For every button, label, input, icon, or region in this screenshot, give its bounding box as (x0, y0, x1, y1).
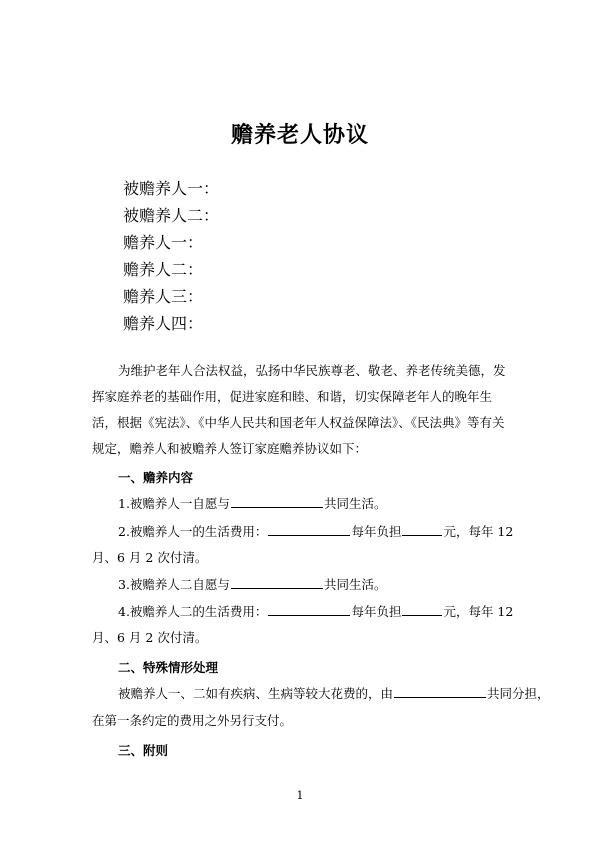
item-4-text-c: 元，每年 12 (443, 604, 514, 619)
section-2-heading: 二、特殊情形处理 (118, 660, 219, 675)
item-2-text-c: 元，每年 12 (443, 524, 514, 539)
item-1-blank (231, 494, 323, 508)
item-4-blank-1 (268, 602, 350, 616)
section-2-blank (394, 684, 486, 698)
party-supporter-2: 赡养人二： (123, 260, 204, 279)
item-2-text-a: 2.被赡养人一的生活费用： (118, 524, 268, 539)
item-1 (118, 494, 512, 514)
section-2-line-2: 在第一条约定的费用之外另行支付。 (92, 713, 293, 728)
party-elder-2: 被赡养人二： (123, 206, 220, 225)
item-1-text-a: 1.被赡养人一自愿与 (118, 496, 230, 511)
section-2-line-1 (118, 684, 550, 704)
item-2-blank-2 (402, 522, 442, 536)
item-3-text-b: 共同生活。 (323, 577, 387, 592)
page-number: 1 (296, 789, 304, 802)
party-supporter-3: 赡养人三： (123, 287, 204, 306)
party-supporter-4: 赡养人四： (123, 314, 204, 333)
item-1-text-b: 共同生活。 (323, 496, 387, 511)
item-2 (118, 522, 512, 542)
item-4-blank-2 (402, 602, 442, 616)
section-3-heading: 三、附则 (118, 743, 169, 758)
item-2-text-b: 每年负担 (351, 524, 402, 539)
item-2-blank-1 (268, 522, 350, 536)
item-3-blank (231, 575, 323, 589)
section-1-heading: 一、赡养内容 (118, 470, 194, 485)
item-4-text-a: 4.被赡养人二的生活费用： (118, 604, 268, 619)
party-elder-1: 被赡养人一： (123, 179, 220, 198)
item-4-text-b: 每年负担 (351, 604, 402, 619)
document-title: 赡养老人协议 (230, 123, 369, 148)
section-2-text-a: 被赡养人一、二如有疾病、生病等较大花费的，由 (118, 686, 394, 701)
item-3 (118, 575, 512, 595)
item-3-text-a: 3.被赡养人二自愿与 (118, 577, 230, 592)
item-4-cont: 月、6 月 2 次付清。 (92, 630, 208, 645)
item-4 (118, 602, 512, 622)
preamble-paragraph: 为维护老年人合法权益，弘扬中华民族尊老、敬老、养老传统美德，发挥家庭养老的基础作用，促进家庭和睦、和谐，切实保障老年人的晚年生活，根据《宪法》、《中华人民共和国老年人权益保障法》、《民法典》等有关规定，赡养人和被赡养人签订家庭赡养协议如下： (92, 363, 506, 456)
party-supporter-1: 赡养人一： (123, 233, 204, 252)
section-2-text-b: 共同分担， (487, 686, 550, 701)
item-2-cont: 月、6 月 2 次付清。 (92, 550, 208, 565)
